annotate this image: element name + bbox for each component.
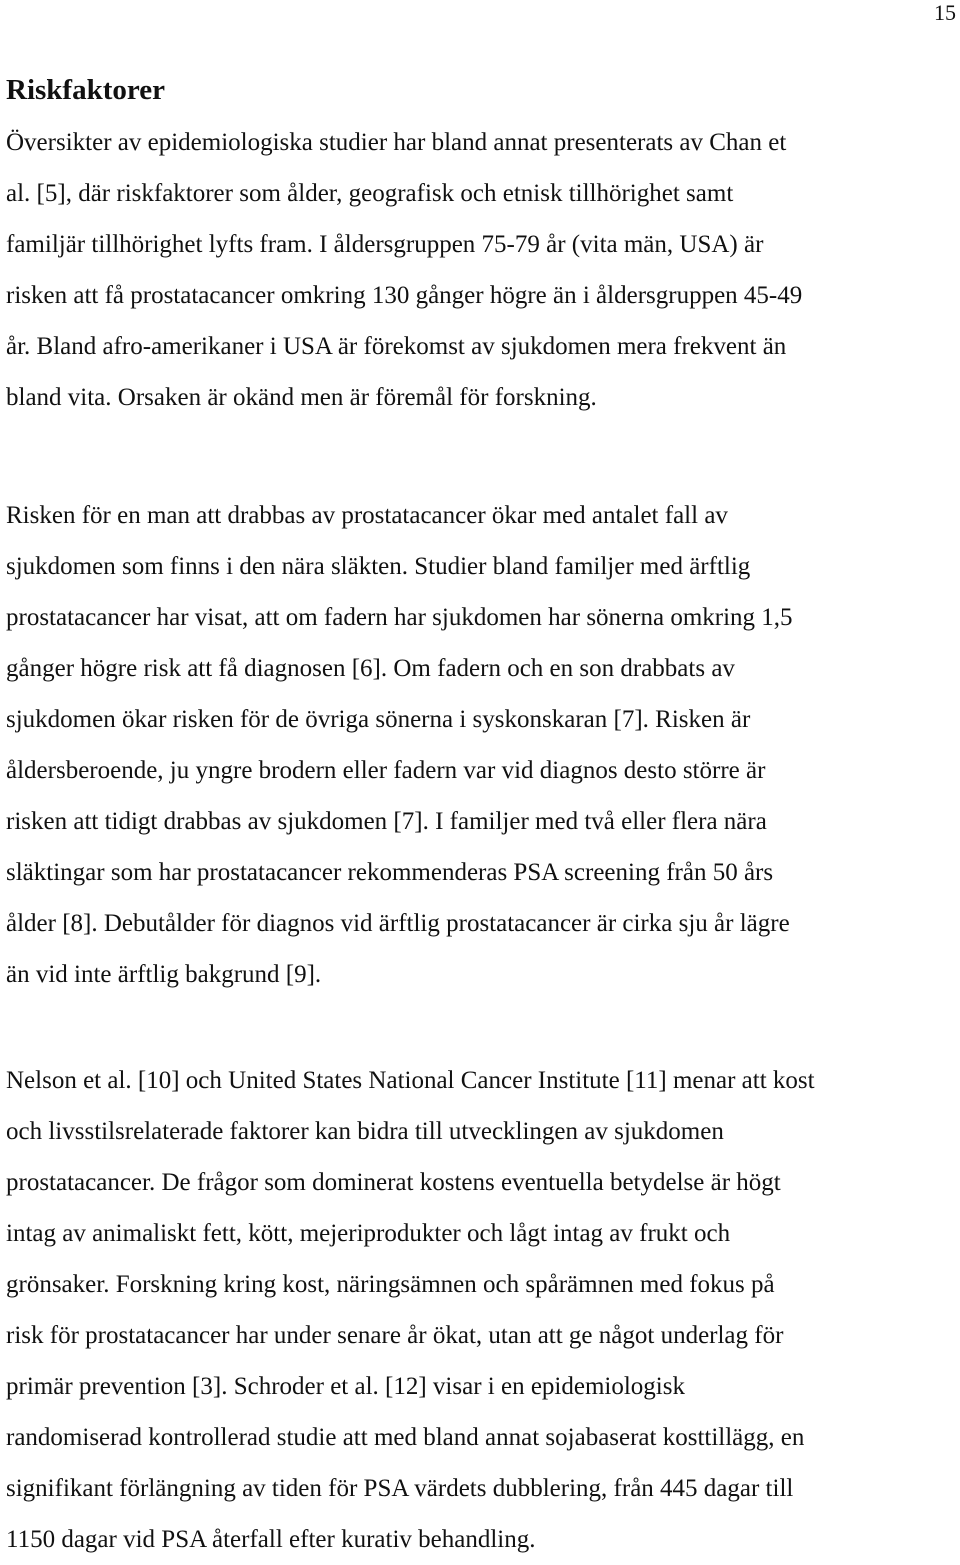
paragraph-line: prostatacancer. De frågor som dominerat kostens eventuella betydelse är högt (6, 1169, 781, 1196)
paragraph-line: risken att få prostatacancer omkring 130 gånger högre än i åldersgruppen 45-49 (6, 282, 803, 309)
paragraph-line: sjukdomen som finns i den nära släkten. Studier bland familjer med ärftlig (6, 553, 751, 580)
paragraph-line: al. [5], där riskfaktorer som ålder, geografisk och etnisk tillhörighet samt (6, 180, 734, 207)
paragraph-line: randomiserad kontrollerad studie att med bland annat sojabaserat kosttillägg, en (6, 1424, 805, 1451)
paragraph-line: 1150 dagar vid PSA återfall efter kurativ behandling. (6, 1526, 536, 1553)
paragraph-line: Risken för en man att drabbas av prostatacancer ökar med antalet fall av (6, 502, 728, 529)
paragraph-line: Översikter av epidemiologiska studier har bland annat presenterats av Chan et (6, 129, 787, 156)
page-number: 15 (934, 0, 956, 25)
paragraph-line: familjär tillhörighet lyfts fram. I åldersgruppen 75-79 år (vita män, USA) är (6, 231, 764, 258)
paragraph-line: prostatacancer har visat, att om fadern har sjukdomen har sönerna omkring 1,5 (6, 604, 793, 631)
paragraph-line: släktingar som har prostatacancer rekommenderas PSA screening från 50 års (6, 859, 774, 886)
paragraph-line: åldersberoende, ju yngre brodern eller fadern var vid diagnos desto större är (6, 757, 766, 784)
paragraph-line: primär prevention [3]. Schroder et al. [12] visar i en epidemiologisk (6, 1373, 685, 1400)
paragraph-line: risk för prostatacancer har under senare år ökat, utan att ge något underlag för (6, 1322, 784, 1349)
paragraph-3 (6, 1055, 815, 1565)
paragraph-line: signifikant förlängning av tiden för PSA värdets dubblering, från 445 dagar till (6, 1475, 794, 1502)
paragraph-line: år. Bland afro-amerikaner i USA är förekomst av sjukdomen mera frekvent än (6, 333, 787, 360)
paragraph-line: grönsaker. Forskning kring kost, näringsämnen och spårämnen med fokus på (6, 1271, 775, 1298)
paragraph-line: Nelson et al. [10] och United States National Cancer Institute [11] menar att kost (6, 1067, 815, 1094)
paragraph-1 (6, 117, 802, 423)
paragraph-line: bland vita. Orsaken är okänd men är föremål för forskning. (6, 384, 597, 411)
paragraph-line: sjukdomen ökar risken för de övriga sönerna i syskonskaran [7]. Risken är (6, 706, 751, 733)
section-heading: Riskfaktorer (6, 74, 165, 106)
paragraph-2 (6, 490, 793, 1000)
paragraph-line: risken att tidigt drabbas av sjukdomen [7]. I familjer med två eller flera nära (6, 808, 767, 835)
paragraph-line: och livsstilsrelaterade faktorer kan bidra till utvecklingen av sjukdomen (6, 1118, 724, 1145)
paragraph-line: än vid inte ärftlig bakgrund [9]. (6, 961, 322, 988)
paragraph-line: ålder [8]. Debutålder för diagnos vid ärftlig prostatacancer är cirka sju år lägre (6, 910, 790, 937)
paragraph-line: gånger högre risk att få diagnosen [6]. Om fadern och en son drabbats av (6, 655, 735, 682)
paragraph-line: intag av animaliskt fett, kött, mejeriprodukter och lågt intag av frukt och (6, 1220, 731, 1247)
